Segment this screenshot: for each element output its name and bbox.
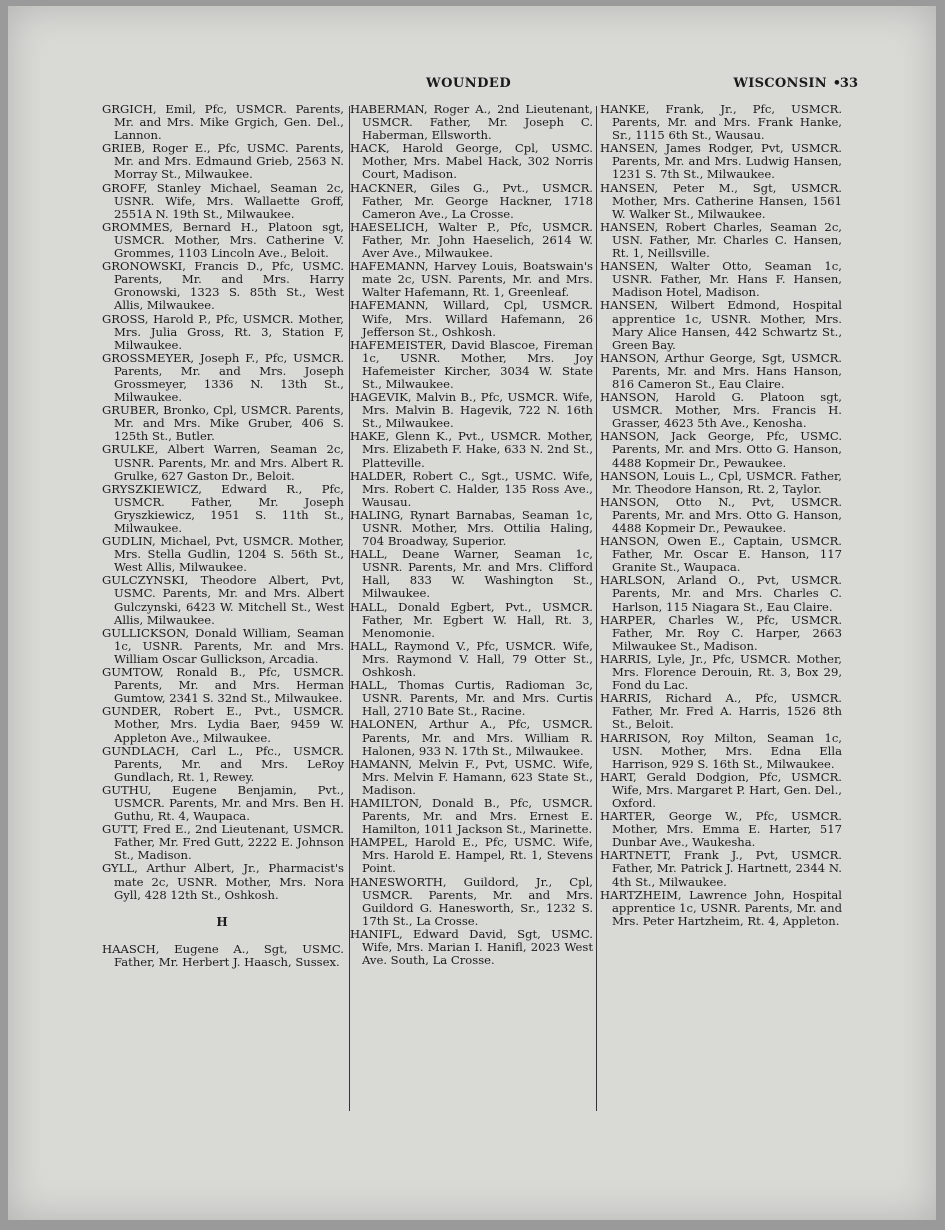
list-item: GRIEB, Roger E., Pfc, USMC. Parents, Mr. and Mrs. Edmaund Grieb, 2563 N. Morray St., Milwaukee.: [102, 141, 344, 182]
list-item: GULCZYNSKI, Theodore Albert, Pvt, USMC. Parents, Mr. and Mrs. Albert Gulczynski, 6423 W. Mitchell St., West Allis, Milwaukee.: [102, 573, 344, 627]
list-item: GUNDER, Robert E., Pvt., USMCR. Mother, Mrs. Lydia Baer, 9459 W. Appleton Ave., Milwaukee.: [102, 704, 344, 745]
list-item: HACK, Harold George, Cpl, USMC. Mother, Mrs. Mabel Hack, 302 Norris Court, Madison.: [350, 141, 593, 182]
list-item: GUTT, Fred E., 2nd Lieutenant, USMCR. Father, Mr. Fred Gutt, 2222 E. Johnson St., Madison.: [102, 822, 344, 863]
list-item: HANSON, Harold G. Platoon sgt, USMCR. Mother, Mrs. Francis H. Grasser, 4623 5th Ave., Kenosha.: [600, 390, 842, 431]
list-item: GUMTOW, Ronald B., Pfc, USMCR. Parents, Mr. and Mrs. Herman Gumtow, 2341 S. 32nd St., Milwaukee.: [102, 665, 344, 706]
list-item: HANSEN, James Rodger, Pvt, USMCR. Parents, Mr. and Mrs. Ludwig Hansen, 1231 S. 7th St., Milwaukee.: [600, 141, 842, 182]
list-item: GROFF, Stanley Michael, Seaman 2c, USNR. Wife, Mrs. Wallaette Groff, 2551A N. 19th St., Milwaukee.: [102, 180, 344, 221]
page-number: 33: [839, 76, 858, 91]
list-item: HAFEMEISTER, David Blascoe, Fireman 1c, USNR. Mother, Mrs. Joy Hafemeister Kircher, 3034 W. State St., Milwaukee.: [350, 337, 593, 391]
list-item: HARPER, Charles W., Pfc, USMCR. Father, Mr. Roy C. Harper, 2663 Milwaukee St., Madison.: [600, 612, 842, 653]
list-item: HAFEMANN, Harvey Louis, Boatswain's mate 2c, USN. Parents, Mr. and Mrs. Walter Hafemann, Rt. 1, Greenleaf.: [350, 259, 593, 300]
list-item: GROSSMEYER, Joseph F., Pfc, USMCR. Parents, Mr. and Mrs. Joseph Grossmeyer, 1336 N. 13th St., Milwaukee.: [102, 350, 344, 405]
list-item: GUTHU, Eugene Benjamin, Pvt., USMCR. Parents, Mr. and Mrs. Ben H. Guthu, Rt. 4, Waupaca.: [102, 782, 344, 824]
list-item: HARTER, George W., Pfc, USMCR. Mother, Mrs. Emma E. Harter, 517 Dunbar Ave., Waukesha.: [600, 809, 842, 850]
list-item: HART, Gerald Dodgion, Pfc, USMCR. Wife, Mrs. Margaret P. Hart, Gen. Del., Oxford.: [600, 769, 842, 810]
list-item: HANSON, Louis L., Cpl, USMCR. Father, Mr. Theodore Hanson, Rt. 2, Taylor.: [600, 468, 842, 496]
list-item: HANSON, Jack George, Pfc, USMC. Parents, Mr. and Mrs. Otto G. Hanson, 4488 Kopmeir Dr., Pewaukee.: [600, 429, 842, 470]
list-item: HALING, Rynart Barnabas, Seaman 1c, USNR. Mother, Mrs. Ottilia Haling, 704 Broadway, Superior.: [350, 507, 593, 549]
list-item: HANSEN, Robert Charles, Seaman 2c, USN. Father, Mr. Charles C. Hansen, Rt. 1, Neillsville.: [600, 219, 842, 261]
list-item: HALL, Deane Warner, Seaman 1c, USNR. Parents, Mr. and Mrs. Clifford Hall, 833 W. Washington St., Milwaukee.: [350, 547, 593, 601]
document-page: [8, 6, 936, 1220]
state-name: WISCONSIN: [733, 76, 827, 91]
list-item: HALL, Thomas Curtis, Radioman 3c, USNR. Parents, Mr. and Mrs. Curtis Hall, 2710 Bate St., Racine.: [350, 678, 593, 719]
list-item: HANKE, Frank, Jr., Pfc, USMCR. Parents, Mr. and Mrs. Frank Hanke, Sr., 1115 6th St., Wausau.: [600, 102, 842, 143]
list-item: HARRISON, Roy Milton, Seaman 1c, USN. Mother, Mrs. Edna Ella Harrison, 929 S. 16th St., Milwaukee.: [600, 730, 842, 771]
list-item: GUDLIN, Michael, Pvt, USMCR. Mother, Mrs. Stella Gudlin, 1204 S. 56th St., West Allis, Milwaukee.: [102, 534, 344, 575]
page-header: [8, 76, 936, 98]
list-item: HALONEN, Arthur A., Pfc, USMCR. Parents, Mr. and Mrs. William R. Halonen, 933 N. 17th St., Milwaukee.: [350, 717, 593, 758]
list-item: HANSEN, Peter M., Sgt, USMCR. Mother, Mrs. Catherine Hansen, 1561 W. Walker St., Milwaukee.: [600, 180, 842, 221]
section-letter: H: [216, 914, 228, 929]
list-item: HARRIS, Richard A., Pfc, USMCR. Father, Mr. Fred A. Harris, 1526 8th St., Beloit.: [600, 691, 842, 732]
list-item: GRUBER, Bronko, Cpl, USMCR. Parents, Mr. and Mrs. Mike Gruber, 406 S. 125th St., Butler.: [102, 403, 344, 444]
list-item: HARTZHEIM, Lawrence John, Hospital apprentice 1c, USNR. Parents, Mr. and Mrs. Peter Hartzheim, Rt. 4, Appleton.: [600, 887, 842, 928]
list-item: HANIFL, Edward David, Sgt, USMC. Wife, Mrs. Marian I. Hanifl, 2023 West Ave. South, La Crosse.: [350, 926, 593, 968]
list-item: HAASCH, Eugene A., Sgt, USMC. Father, Mr. Herbert J. Haasch, Sussex.: [102, 941, 344, 969]
section-title: WOUNDED: [426, 76, 512, 91]
list-item: HALL, Donald Egbert, Pvt., USMCR. Father, Mr. Egbert W. Hall, Rt. 3, Menomonie.: [350, 599, 593, 640]
list-item: HANSON, Owen E., Captain, USMCR. Father, Mr. Oscar E. Hanson, 117 Granite St., Waupaca.: [600, 534, 842, 575]
list-item: GRULKE, Albert Warren, Seaman 2c, USNR. Parents, Mr. and Mrs. Albert R. Grulke, 627 Gaston Dr., Beloit.: [102, 442, 344, 483]
list-item: GYLL, Arthur Albert, Jr., Pharmacist's mate 2c, USNR. Mother, Mrs. Nora Gyll, 428 12th St., Oshkosh.: [102, 861, 344, 902]
list-item: HALDER, Robert C., Sgt., USMC. Wife, Mrs. Robert C. Halder, 135 Ross Ave., Wausau.: [350, 468, 593, 509]
list-item: GULLICKSON, Donald William, Seaman 1c, USNR. Parents, Mr. and Mrs. William Oscar Gullickson, Arcadia.: [102, 625, 344, 666]
list-item: HANSON, Otto N., Pvt, USMCR. Parents, Mr. and Mrs. Otto G. Hanson, 4488 Kopmeir Dr., Pewaukee.: [600, 494, 842, 535]
list-item: HABERMAN, Roger A., 2nd Lieutenant, USMCR. Father, Mr. Joseph C. Haberman, Ellsworth.: [350, 102, 593, 143]
list-item: HAGEVIK, Malvin B., Pfc, USMCR. Wife, Mrs. Malvin B. Hagevik, 722 N. 16th St., Milwaukee.: [350, 390, 593, 431]
list-item: HACKNER, Giles G., Pvt., USMCR. Father, Mr. George Hackner, 1718 Cameron Ave., La Crosse.: [350, 180, 593, 221]
list-item: HANSEN, Wilbert Edmond, Hospital apprentice 1c, USNR. Mother, Mrs. Mary Alice Hansen, 442 Schwartz St., Green Bay.: [600, 298, 842, 352]
list-item: GROMMES, Bernard H., Platoon sgt, USMCR. Mother, Mrs. Catherine V. Grommes, 1103 Lincoln Ave., Beloit.: [102, 219, 344, 261]
list-item: HARRIS, Lyle, Jr., Pfc, USMCR. Mother, Mrs. Florence Derouin, Rt. 3, Box 29, Fond du Lac.: [600, 651, 842, 693]
list-item: HAESELICH, Walter P., Pfc, USMCR. Father, Mr. John Haeselich, 2614 W. Aver Ave., Milwaukee.: [350, 219, 593, 261]
header-bullet: •: [832, 76, 841, 91]
list-item: GUNDLACH, Carl L., Pfc., USMCR. Parents, Mr. and Mrs. LeRoy Gundlach, Rt. 1, Rewey.: [102, 743, 344, 784]
list-item: GRONOWSKI, Francis D., Pfc, USMC. Parents, Mr. and Mrs. Harry Gronowski, 1323 S. 85th St., West Allis, Milwaukee.: [102, 259, 344, 313]
list-item: GROSS, Harold P., Pfc, USMCR. Mother, Mrs. Julia Gross, Rt. 3, Station F, Milwaukee.: [102, 311, 344, 352]
column-2: [346, 103, 593, 967]
column-3: [596, 103, 842, 928]
list-item: HARTNETT, Frank J., Pvt, USMCR. Father, Mr. Patrick J. Hartnett, 2344 N. 4th St., Milwaukee.: [600, 848, 842, 889]
list-item: HARLSON, Arland O., Pvt, USMCR. Parents, Mr. and Mrs. Charles C. Harlson, 115 Niagara St., Eau Claire.: [600, 573, 842, 614]
list-item: HAFEMANN, Willard, Cpl, USMCR. Wife, Mrs. Willard Hafemann, 26 Jefferson St., Oshkosh.: [350, 298, 593, 339]
list-item: HAMANN, Melvin F., Pvt, USMC. Wife, Mrs. Melvin F. Hamann, 623 State St., Madison.: [350, 756, 593, 797]
list-item: HANSEN, Walter Otto, Seaman 1c, USNR. Father, Mr. Hans F. Hansen, Madison Hotel, Madison.: [600, 259, 842, 300]
column-1: [100, 103, 344, 969]
list-item: GRYSZKIEWICZ, Edward R., Pfc, USMCR. Father, Mr. Joseph Gryszkiewicz, 1951 S. 11th St., Milwaukee.: [102, 481, 344, 535]
list-item: HAMILTON, Donald B., Pfc, USMCR. Parents, Mr. and Mrs. Ernest E. Hamilton, 1011 Jackson St., Marinette.: [350, 795, 593, 837]
list-item: HANSON, Arthur George, Sgt, USMCR. Parents, Mr. and Mrs. Hans Hanson, 816 Cameron St., Eau Claire.: [600, 350, 842, 391]
list-item: HAMPEL, Harold E., Pfc, USMC. Wife, Mrs. Harold E. Hampel, Rt. 1, Stevens Point.: [350, 835, 593, 876]
list-item: HAKE, Glenn K., Pvt., USMCR. Mother, Mrs. Elizabeth F. Hake, 633 N. 2nd St., Platteville.: [350, 429, 593, 470]
list-item: HALL, Raymond V., Pfc, USMCR. Wife, Mrs. Raymond V. Hall, 79 Otter St., Oshkosh.: [350, 638, 593, 680]
list-item: HANESWORTH, Guildord, Jr., Cpl, USMCR. Parents, Mr. and Mrs. Guildord G. Hanesworth, Sr., 1232 S. 17th St., La Crosse.: [350, 874, 593, 928]
list-item: GRGICH, Emil, Pfc, USMCR. Parents, Mr. and Mrs. Mike Grgich, Gen. Del., Lannon.: [102, 102, 344, 143]
